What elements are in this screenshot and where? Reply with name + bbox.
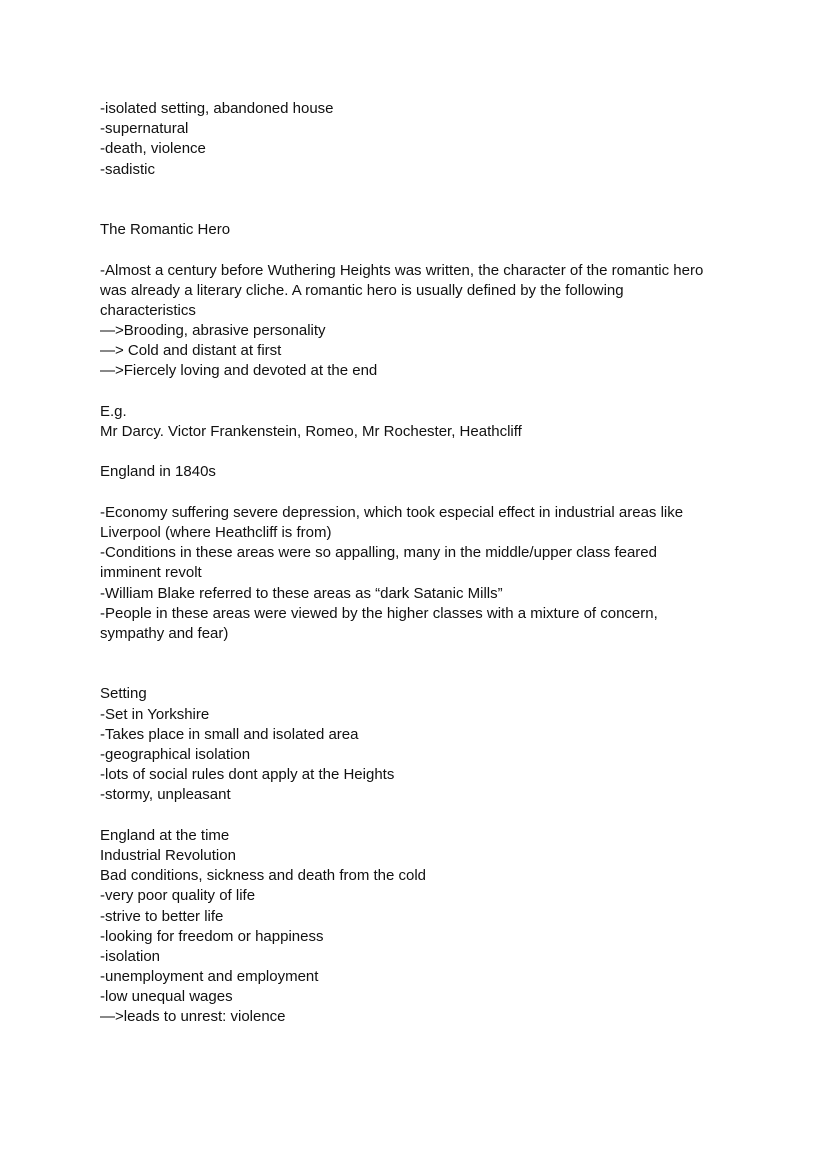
text-line: -Conditions in these areas were so appalling, many in the middle/upper class feared xyxy=(100,544,657,562)
text-line: -isolation xyxy=(100,947,161,965)
text-line: -lots of social rules dont apply at the Heights xyxy=(100,766,395,784)
blank-line xyxy=(100,200,760,220)
text-line: -supernatural xyxy=(100,120,189,138)
text-line: was already a literary cliche. A romantic hero is usually defined by the following xyxy=(100,281,624,299)
text-line: sympathy and fear) xyxy=(100,624,229,642)
text-line: E.g. xyxy=(100,402,127,420)
text-line: imminent revolt xyxy=(100,564,202,582)
text-line: -William Blake referred to these areas as “dark Satanic Mills” xyxy=(100,584,503,602)
text-line: -Almost a century before Wuthering Heights was written, the character of the romantic hero xyxy=(100,261,704,279)
text-line: -Economy suffering severe depression, which took especial effect in industrial areas like xyxy=(100,503,684,521)
text-line: England in 1840s xyxy=(100,463,216,481)
text-line: England at the time xyxy=(100,826,230,844)
text-line: Industrial Revolution xyxy=(100,846,236,864)
text-line: -death, violence xyxy=(100,140,206,158)
text-line: -geographical isolation xyxy=(100,746,251,763)
text-line: —>leads to unrest: violence xyxy=(100,1008,286,1026)
text-line: -Set in Yorkshire xyxy=(100,705,210,723)
blank-line xyxy=(100,644,760,664)
text-line: -strive to better life xyxy=(100,907,224,925)
document-page xyxy=(100,99,760,1028)
text-line: -stormy, unpleasant xyxy=(100,786,231,804)
text-line: -low unequal wages xyxy=(100,988,233,1006)
text-line: Mr Darcy. Victor Frankenstein, Romeo, Mr Rochester, Heathcliff xyxy=(100,423,522,440)
blank-line xyxy=(100,664,760,684)
text-line: -sadistic xyxy=(100,160,156,178)
text-line: —>Fiercely loving and devoted at the end xyxy=(100,362,378,380)
blank-line xyxy=(100,240,760,260)
blank-line xyxy=(100,806,760,826)
blank-line xyxy=(100,382,760,402)
blank-line xyxy=(100,483,760,503)
text-line: —>Brooding, abrasive personality xyxy=(100,322,326,340)
text-line: Setting xyxy=(100,685,147,703)
text-line: Liverpool (where Heathcliff is from) xyxy=(100,523,332,541)
text-line: -very poor quality of life xyxy=(100,887,256,905)
text-line: -People in these areas were viewed by the higher classes with a mixture of concern, xyxy=(100,604,658,622)
text-line: -Takes place in small and isolated area xyxy=(100,725,359,743)
blank-line xyxy=(100,180,760,200)
text-line: The Romantic Hero xyxy=(100,221,231,239)
text-line: -looking for freedom or happiness xyxy=(100,927,324,945)
text-line: Bad conditions, sickness and death from the cold xyxy=(100,867,427,885)
text-line: -unemployment and employment xyxy=(100,968,319,986)
text-line: characteristics xyxy=(100,301,196,319)
text-line: -isolated setting, abandoned house xyxy=(100,100,334,117)
text-line: —> Cold and distant at first xyxy=(100,342,282,360)
blank-line xyxy=(100,442,760,462)
